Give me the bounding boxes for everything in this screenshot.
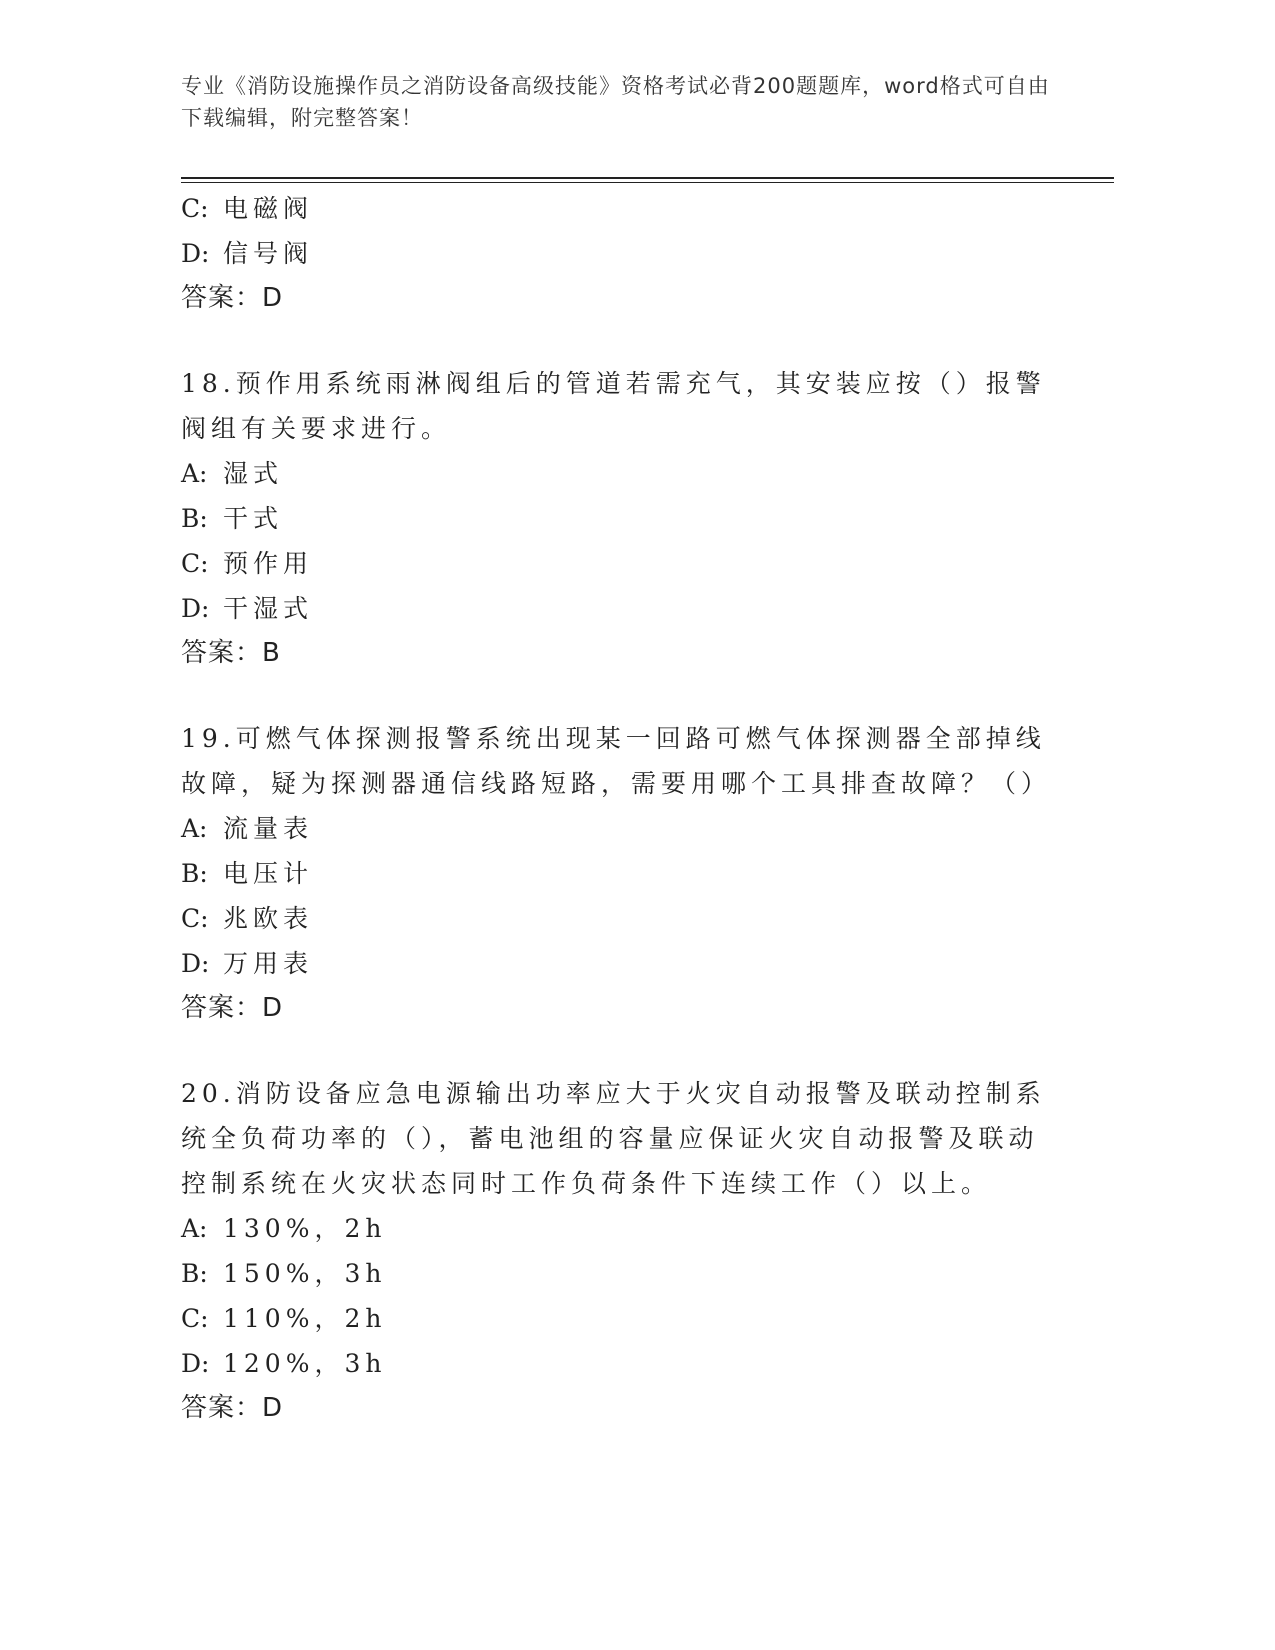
option-text: 流量表 [223, 814, 314, 843]
option-c [181, 541, 1061, 586]
question-text: 19.可燃气体探测报警系统出现某一回路可燃气体探测器全部掉线故障，疑为探测器通信线路短路，需要用哪个工具排查故障？（） [181, 724, 1052, 798]
option-label: D: [181, 949, 210, 978]
option-label: D: [181, 594, 210, 623]
question-text: 20.消防设备应急电源输出功率应大于火灾自动报警及联动控制系统全负荷功率的（），蓄电池组的容量应保证火灾自动报警及联动控制系统在火灾状态同时工作负荷条件下连续工作（）以上。 [181, 1079, 1046, 1198]
option-c [181, 1296, 1061, 1341]
option-a [181, 806, 1061, 851]
option-text: 120%，3h [223, 1349, 387, 1378]
option-a [181, 451, 1061, 496]
option-d [181, 941, 1061, 986]
option-text: 130%，2h [223, 1214, 387, 1243]
option-d [181, 1341, 1061, 1386]
header-rule-thin [181, 182, 1114, 183]
option-c [181, 186, 1061, 231]
partial-question [181, 186, 1061, 321]
option-label: B: [181, 1259, 208, 1288]
option-label: D: [181, 1349, 210, 1378]
option-label: C: [181, 194, 209, 223]
option-text: 兆欧表 [223, 904, 314, 933]
option-label: B: [181, 859, 208, 888]
option-label: B: [181, 504, 208, 533]
option-text: 电压计 [223, 859, 314, 888]
option-text: 信号阀 [223, 239, 314, 268]
option-text: 预作用 [223, 549, 314, 578]
option-a [181, 1206, 1061, 1251]
option-label: D: [181, 239, 210, 268]
option-label: C: [181, 1304, 209, 1333]
option-label: A: [181, 1214, 208, 1243]
answer: 答案：D [181, 1393, 284, 1423]
option-label: C: [181, 549, 209, 578]
document-header: 专业《消防设施操作员之消防设备高级技能》资格考试必背200题题库，word格式可自由下载编辑，附完整答案！ [181, 74, 1050, 130]
option-text: 110%，2h [223, 1304, 387, 1333]
option-text: 干式 [223, 504, 284, 533]
option-c [181, 896, 1061, 941]
option-label: A: [181, 814, 208, 843]
option-d [181, 586, 1061, 631]
option-b [181, 496, 1061, 541]
question-text: 18.预作用系统雨淋阀组后的管道若需充气，其安装应按（）报警阀组有关要求进行。 [181, 369, 1046, 443]
option-label: A: [181, 459, 208, 488]
option-b [181, 851, 1061, 896]
option-label: C: [181, 904, 209, 933]
option-text: 150%，3h [223, 1259, 387, 1288]
option-text: 湿式 [223, 459, 284, 488]
option-b [181, 1251, 1061, 1296]
answer: 答案：D [181, 993, 284, 1023]
option-d [181, 231, 1061, 276]
question-20 [181, 1071, 1061, 1431]
header-rule-thick [181, 177, 1114, 179]
question-18 [181, 361, 1061, 676]
option-text: 万用表 [223, 949, 314, 978]
answer: 答案：B [181, 638, 281, 668]
answer: 答案：D [181, 283, 284, 313]
option-text: 电磁阀 [223, 194, 314, 223]
option-text: 干湿式 [223, 594, 314, 623]
question-19 [181, 716, 1061, 1031]
question-list [181, 186, 1061, 1431]
